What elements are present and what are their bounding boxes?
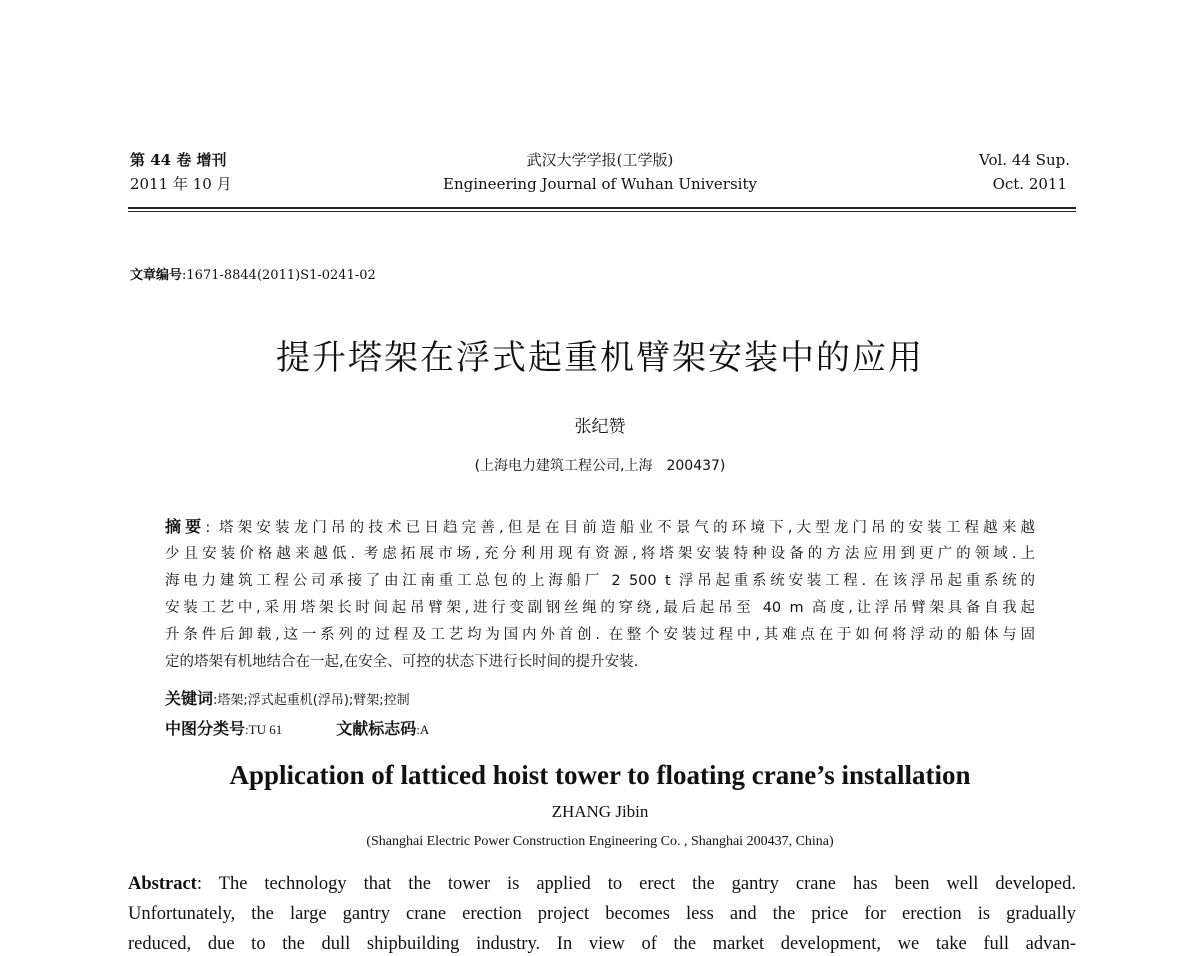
- title-cn: 提升塔架在浮式起重机臂架安装中的应用: [276, 338, 924, 378]
- abstract-en-line: Unfortunately, the large gantry crane erection project becomes less and the price for erection is gradually: [128, 904, 1076, 924]
- doc-code-value: :A: [416, 722, 430, 737]
- abstract-en-label: Abstract: [128, 874, 197, 894]
- abstract-cn-text: : 塔架安装龙门吊的技术已日趋完善,但是在目前造船业不景气的环境下,大型龙门吊的安装工程越来越: [205, 520, 1035, 536]
- header-rule-thin: [128, 211, 1076, 212]
- date-en: Oct. 2011: [992, 175, 1067, 193]
- volume-cn: 第 44 卷 增刊: [130, 151, 227, 169]
- article-id-label: 文章编号: [130, 268, 183, 283]
- abstract-cn-line: [165, 517, 1035, 538]
- abstract-en-line: reduced, due to the dull shipbuilding industry. In view of the market development, we take full advan-: [128, 934, 1076, 954]
- title-en: Application of latticed hoist tower to floating crane’s installation: [229, 760, 971, 790]
- affiliation-cn: (上海电力建筑工程公司,上海 200437): [474, 458, 726, 474]
- article-id: [130, 264, 376, 283]
- author-cn: 张纪赞: [574, 417, 626, 437]
- journal-name-en: Engineering Journal of Wuhan University: [443, 175, 757, 193]
- keywords-cn: [165, 689, 1035, 711]
- affiliation-en: (Shanghai Electric Power Construction Engineering Co. , Shanghai 200437, China): [366, 834, 834, 849]
- abstract-en-line: [128, 872, 1076, 896]
- date-cn: 2011 年 10 月: [130, 175, 232, 193]
- abstract-cn-line: 定的塔架有机地结合在一起,在安全、可控的状态下进行长时间的提升安装.: [165, 654, 639, 670]
- journal-name-cn: 武汉大学学报(工学版): [526, 151, 674, 169]
- abstract-cn-line: 海电力建筑工程公司承接了由江南重工总包的上海船厂 2 500 t 浮吊起重系统安装工程. 在该浮吊起重系统的: [165, 573, 1035, 589]
- volume-en: Vol. 44 Sup.: [979, 151, 1070, 169]
- keywords-label: 关键词: [165, 689, 214, 708]
- author-en: ZHANG Jibin: [551, 802, 649, 821]
- classification-label: 中图分类号: [165, 719, 246, 738]
- keywords-value: :塔架;浮式起重机(浮吊);臂架;控制: [213, 693, 410, 708]
- abstract-cn-line: 安装工艺中,采用塔架长时间起吊臂架,进行变副钢丝绳的穿绕,最后起吊至 40 m 高度,让浮吊臂架具备自我起: [165, 600, 1035, 616]
- header-rule: [128, 207, 1076, 209]
- doc-code-label: 文献标志码: [336, 719, 417, 738]
- abstract-cn-line: 升条件后卸载,这一系列的过程及工艺均为国内外首创. 在整个安装过程中,其难点在于如何将浮动的船体与固: [165, 627, 1035, 643]
- abstract-en-text: : The technology that the tower is applied to erect the gantry crane has been well developed.: [196, 874, 1076, 894]
- classification: [165, 719, 1035, 740]
- classification-value: :TU 61: [245, 722, 283, 737]
- abstract-cn-line: 少且安装价格越来越低. 考虑拓展市场,充分利用现有资源,将塔架安装特种设备的方法应用到更广的领域.上: [165, 546, 1035, 562]
- article-id-value: :1671-8844(2011)S1-0241-02: [182, 268, 376, 283]
- abstract-cn-label: 摘要: [165, 517, 206, 536]
